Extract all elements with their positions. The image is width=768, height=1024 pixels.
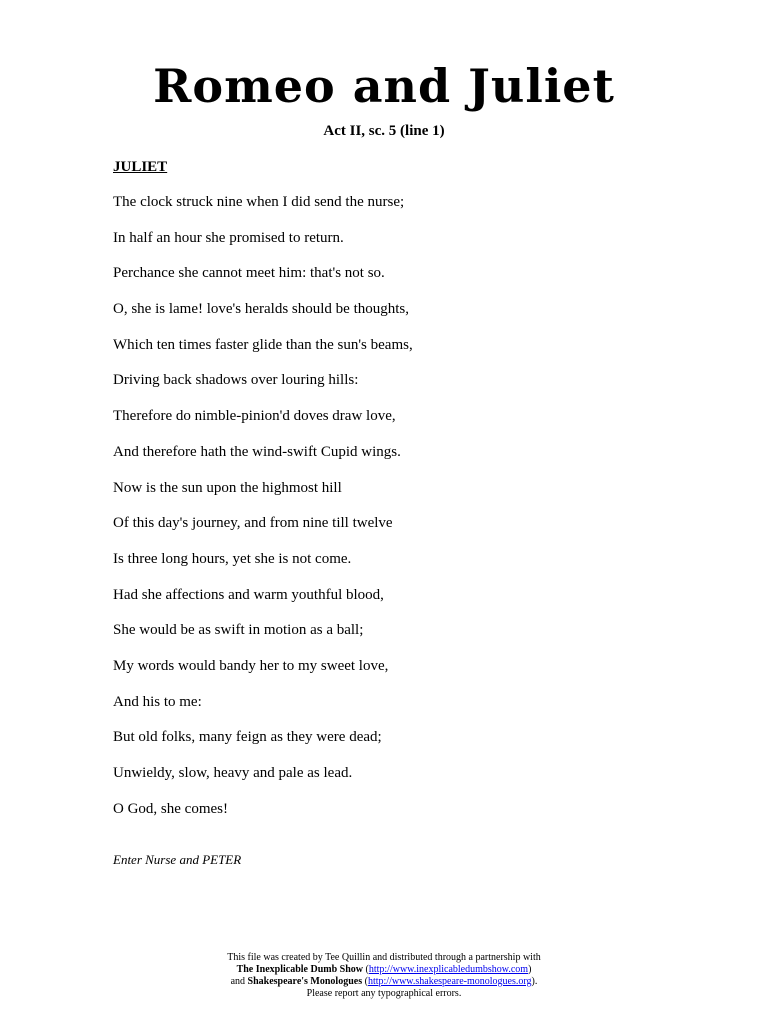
monologues-link[interactable]: http://www.shakespeare-monologues.org bbox=[367, 976, 532, 987]
verse-line: O, she is lame! love's heralds should be thoughts, bbox=[113, 301, 409, 318]
verse-line: In half an hour she promised to return. bbox=[113, 229, 344, 246]
verse-line: Perchance she cannot meet him: that's not so. bbox=[113, 265, 385, 282]
monologue-lines bbox=[113, 193, 413, 835]
footer-credits bbox=[0, 952, 768, 1000]
verse-line: And his to me: bbox=[113, 693, 202, 710]
verse-line: But old folks, many feign as they were dead; bbox=[113, 729, 382, 746]
verse-line: Therefore do nimble-pinion'd doves draw love, bbox=[113, 408, 396, 425]
footer-and-text: and bbox=[230, 976, 246, 987]
verse-line: O God, she comes! bbox=[113, 800, 228, 817]
verse-line: Unwieldy, slow, heavy and pale as lead. bbox=[113, 765, 353, 781]
verse-line: Is three long hours, yet she is not come. bbox=[113, 550, 352, 567]
verse-line: Now is the sun upon the highmost hill bbox=[113, 479, 342, 496]
speaker-name: JULIET bbox=[113, 159, 168, 175]
page-title: Romeo and Juliet bbox=[153, 59, 615, 113]
partner-name: The Inexplicable Dumb Show bbox=[236, 964, 363, 975]
scene-reference: Act II, sc. 5 (line 1) bbox=[323, 123, 445, 139]
verse-line: Had she affections and warm youthful blood, bbox=[113, 586, 384, 603]
footer-report-line: Please report any typographical errors. bbox=[306, 988, 462, 999]
monologues-name: Shakespeare's Monologues bbox=[247, 976, 363, 987]
verse-line: My words would bandy her to my sweet love, bbox=[113, 657, 389, 674]
verse-line: Which ten times faster glide than the sun's beams, bbox=[113, 336, 413, 353]
verse-line: Driving back shadows over louring hills: bbox=[113, 372, 359, 389]
verse-line: She would be as swift in motion as a ball; bbox=[113, 622, 364, 639]
verse-line: And therefore hath the wind-swift Cupid wings. bbox=[113, 443, 401, 460]
verse-line: Of this day's journey, and from nine till twelve bbox=[113, 515, 393, 532]
footer-partner-line: The Inexplicable Dumb Show (http://www.inexplicabledumbshow.com) bbox=[236, 964, 532, 975]
verse-line: The clock struck nine when I did send the nurse; bbox=[113, 194, 405, 210]
footer-monologues-line: and Shakespeare's Monologues (http://www.shakespeare-monologues.org). bbox=[230, 976, 538, 987]
stage-direction: Enter Nurse and PETER bbox=[113, 852, 242, 867]
partner-link[interactable]: http://www.inexplicabledumbshow.com bbox=[368, 964, 529, 975]
footer-credit-line: This file was created by Tee Quillin and distributed through a partnership with bbox=[227, 952, 541, 963]
